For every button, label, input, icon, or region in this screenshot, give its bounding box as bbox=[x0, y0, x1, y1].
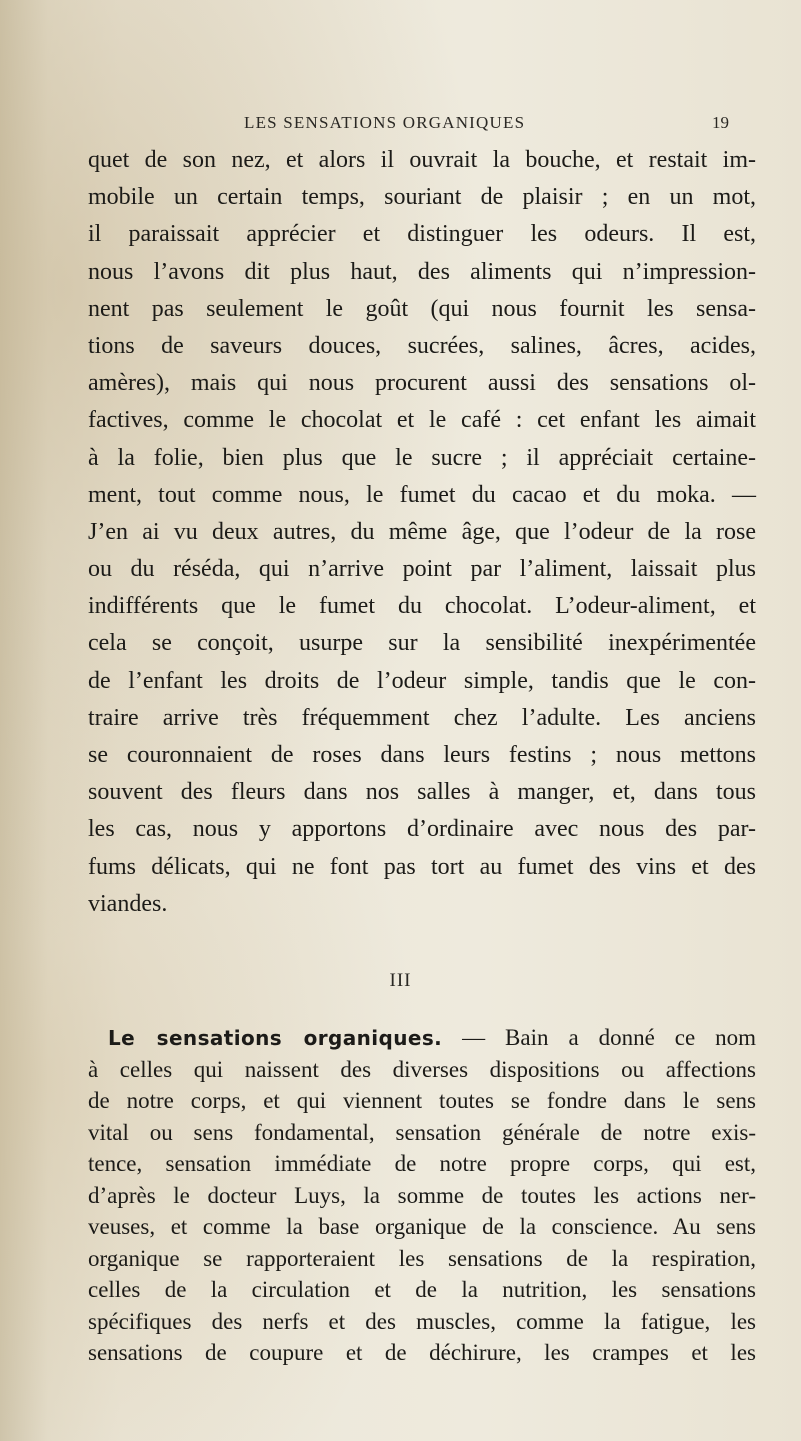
text-line: traire arrive très fréquemment chez l’adulte. Les anciens bbox=[88, 704, 756, 731]
text-line: factives, comme le chocolat et le café : cet enfant les aimait bbox=[88, 407, 756, 434]
text-line: ment, tout comme nous, le fumet du cacao et du moka. — bbox=[88, 481, 756, 508]
text-line: de l’enfant les droits de l’odeur simple, tandis que le con- bbox=[88, 667, 756, 694]
section-first-line bbox=[88, 1022, 756, 1054]
text-line: organique se rapporteraient les sensations de la respiration, bbox=[88, 1245, 756, 1271]
text-line: à la folie, bien plus que le sucre ; il appréciait certaine- bbox=[88, 444, 756, 471]
text-line: mobile un certain temps, souriant de plaisir ; en un mot, bbox=[88, 184, 756, 211]
text-line: se couronnaient de roses dans leurs festins ; nous mettons bbox=[88, 742, 756, 768]
text-line: vital ou sens fondamental, sensation générale de notre exis- bbox=[88, 1119, 756, 1145]
text-line: les cas, nous y apportons d’ordinaire avec nous des par- bbox=[88, 816, 756, 843]
text-line: indifférents que le fumet du chocolat. L’odeur-aliment, et bbox=[88, 593, 756, 620]
text-line: celles de la circulation et de la nutrition, les sensations bbox=[88, 1277, 756, 1302]
paragraph-continued bbox=[88, 142, 756, 923]
text-line: de notre corps, et qui viennent toutes se fondre dans le sens bbox=[88, 1088, 756, 1113]
section-heading: Le sensations organiques. bbox=[108, 1026, 443, 1050]
text-line: viandes. bbox=[88, 890, 168, 917]
text-line: veuses, et comme la base organique de la conscience. Au sens bbox=[88, 1214, 756, 1239]
text-line: spécifiques des nerfs et des muscles, comme la fatigue, les bbox=[88, 1308, 756, 1334]
text-line: nent pas seulement le goût (qui nous fournit les sensa- bbox=[88, 295, 756, 322]
section-paragraph bbox=[88, 1022, 756, 1369]
page-number: 19 bbox=[712, 113, 729, 132]
text-line: amères), mais qui nous procurent aussi des sensations ol- bbox=[88, 370, 756, 397]
text-line: nous l’avons dit plus haut, des aliments qui n’impression- bbox=[88, 258, 756, 285]
text-line: souvent des fleurs dans nos salles à manger, et, dans tous bbox=[88, 779, 756, 806]
text-line: d’après le docteur Luys, la somme de toutes les actions ner- bbox=[88, 1182, 756, 1208]
running-title: LES SENSATIONS ORGANIQUES bbox=[244, 113, 526, 132]
text-line: quet de son nez, et alors il ouvrait la bouche, et restait im- bbox=[88, 147, 756, 173]
text-line: il paraissait apprécier et distinguer les odeurs. Il est, bbox=[88, 221, 756, 248]
text-line: sensations de coupure et de déchirure, les crampes et les bbox=[88, 1340, 756, 1365]
running-head bbox=[0, 113, 801, 135]
section-numeral: III bbox=[389, 970, 412, 991]
text-line: ou du réséda, qui n’arrive point par l’aliment, laissait plus bbox=[88, 556, 756, 583]
section-first-line-text: — Bain a donné ce nom bbox=[442, 1025, 756, 1050]
text-line: tions de saveurs douces, sucrées, salines, âcres, acides, bbox=[88, 332, 756, 359]
text-line: J’en ai vu deux autres, du même âge, que l’odeur de la rose bbox=[88, 518, 756, 545]
text-line: à celles qui naissent des diverses dispositions ou affections bbox=[88, 1056, 756, 1082]
text-line: cela se conçoit, usurpe sur la sensibilité inexpérimentée bbox=[88, 630, 756, 657]
text-line: fums délicats, qui ne font pas tort au fumet des vins et des bbox=[88, 853, 756, 880]
text-line: tence, sensation immédiate de notre propre corps, qui est, bbox=[88, 1151, 756, 1176]
